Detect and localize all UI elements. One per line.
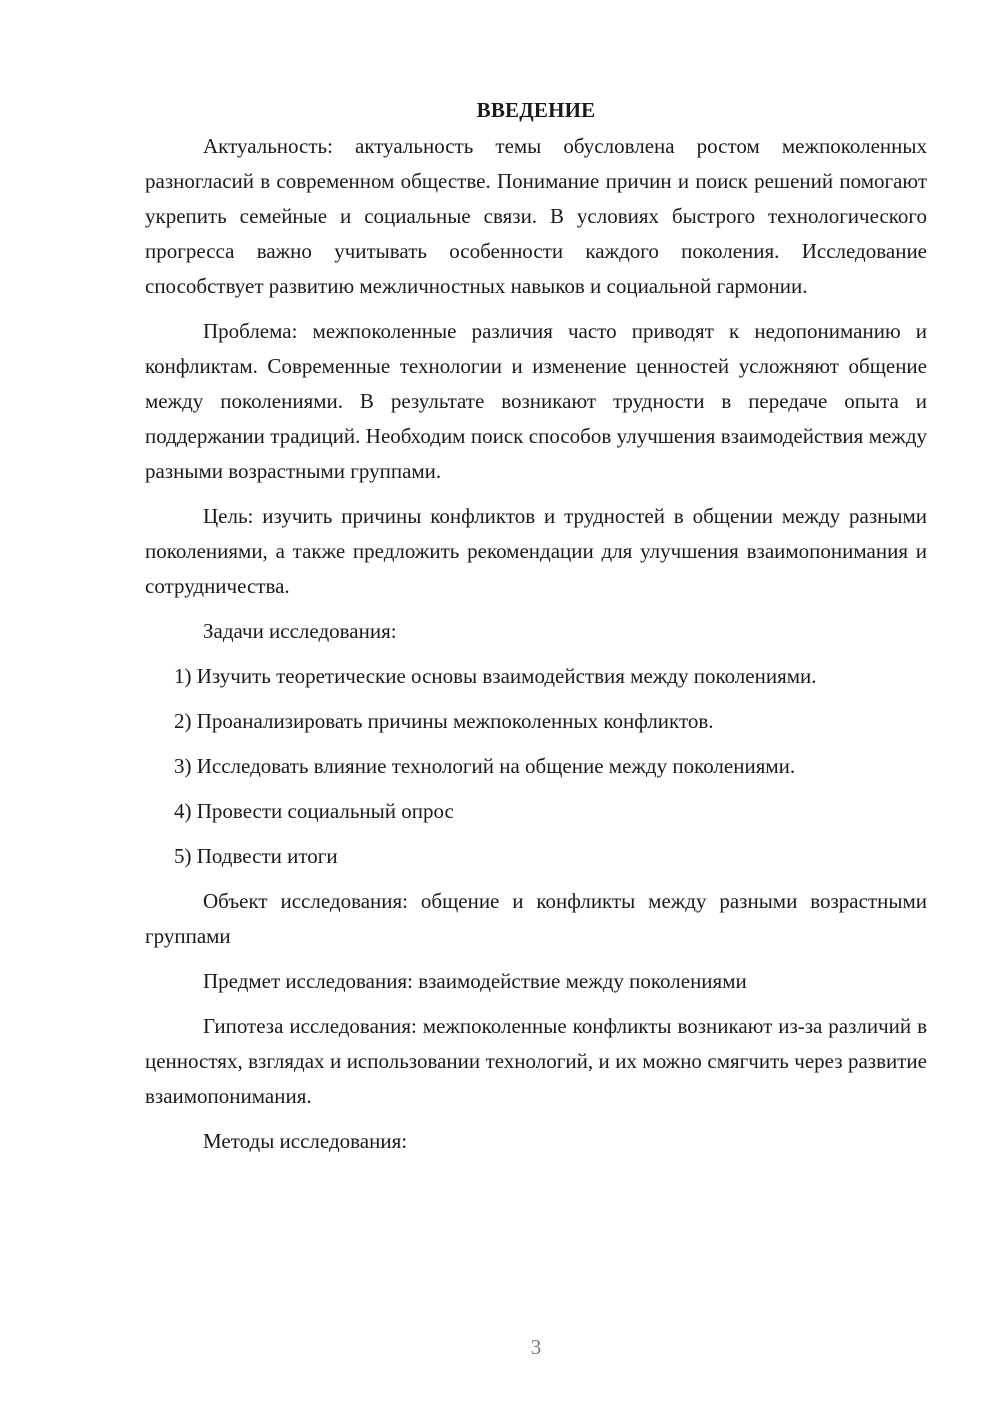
methods-heading: Методы исследования: — [203, 1129, 408, 1153]
paragraph-subject: Предмет исследования: взаимодействие между поколениями — [203, 969, 747, 993]
paragraph-problem: Проблема: межпоколенные различия часто приводят к недопониманию и конфликтам. Современные технологии и изменение ценностей усложняют общение между поколениями. В результате возникают трудности в передаче опыта и поддержании традиций. Необходим поиск способов улучшения взаимодействия между разными возрастными группами. — [145, 319, 927, 483]
page-title: ВВЕДЕНИЕ — [476, 98, 596, 122]
tasks-heading: Задачи исследования: — [203, 619, 397, 643]
page-content — [145, 91, 927, 1169]
list-item-task-5: 5) Подвести итоги — [174, 844, 338, 868]
list-item-task-2: 2) Проанализировать причины межпоколенных конфликтов. — [174, 709, 714, 733]
list-item-task-3: 3) Исследовать влияние технологий на общение между поколениями. — [174, 754, 796, 778]
list-item-task-1: 1) Изучить теоретические основы взаимодействия между поколениями. — [174, 664, 817, 688]
paragraph-goal: Цель: изучить причины конфликтов и трудностей в общении между разными поколениями, а также предложить рекомендации для улучшения взаимопонимания и сотрудничества. — [145, 504, 927, 598]
list-item-task-4: 4) Провести социальный опрос — [174, 799, 454, 823]
paragraph-relevance: Актуальность: актуальность темы обусловлена ростом межпоколенных разногласий в современном обществе. Понимание причин и поиск решений помогают укрепить семейные и социальные связи. В условиях быстрого технологического прогресса важно учитывать особенности каждого поколения. Исследование способствует развитию межличностных навыков и социальной гармонии. — [145, 134, 927, 298]
paragraph-object: Объект исследования: общение и конфликты между разными возрастными группами — [145, 889, 927, 948]
paragraph-hypothesis: Гипотеза исследования: межпоколенные конфликты возникают из-за различий в ценностях, взглядах и использовании технологий, и их можно смягчить через развитие взаимопонимания. — [145, 1014, 927, 1108]
page-number: 3 — [530, 1335, 542, 1359]
